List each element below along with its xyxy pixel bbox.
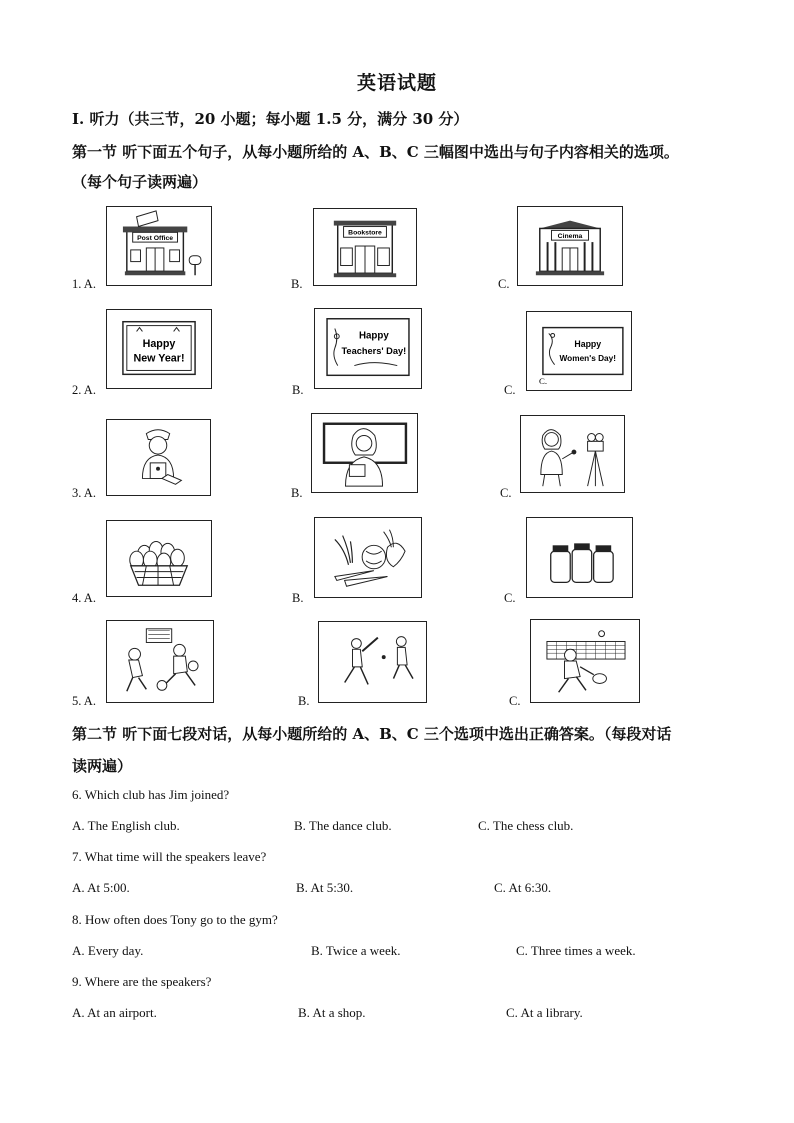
card-line2: Teachers' Day! (341, 345, 407, 356)
card-line1: Happy (358, 330, 389, 342)
q6-option-a[interactable]: A. The English club. (72, 818, 180, 833)
q8-option-b[interactable]: B. Twice a week. (311, 943, 401, 958)
q9-option-c[interactable]: C. At a library. (506, 1005, 583, 1020)
picture-5a-football[interactable] (106, 620, 214, 703)
card-line1: Happy (574, 339, 602, 350)
part2-instruction-cont: 读两遍） (72, 757, 133, 775)
row4-label-a: 4. A. (72, 591, 96, 605)
part1-instruction-cont: （每个句子读两遍） (72, 173, 208, 191)
q6-option-c[interactable]: C. The chess club. (478, 818, 574, 833)
row4-label-c: C. (504, 591, 516, 605)
q9-option-a[interactable]: A. At an airport. (72, 1005, 157, 1020)
row5-label-a: 5. A. (72, 694, 96, 708)
q6-option-b[interactable]: B. The dance club. (294, 818, 392, 833)
sign-post-office: Post Office (137, 235, 174, 243)
q7-option-a[interactable]: A. At 5:00. (72, 880, 130, 895)
part2-instruction: 第二节 听下面七段对话，从每小题所给的 A、B、C 三个选项中选出正确答案。（每段对话 (72, 725, 672, 743)
q8-option-c[interactable]: C. Three times a week. (516, 943, 636, 958)
row1-label-c: C. (498, 277, 510, 291)
picture-1b-bookstore[interactable] (313, 208, 417, 286)
question-9: 9. Where are the speakers? (72, 974, 212, 989)
row2-label-a: 2. A. (72, 383, 96, 397)
picture-3a-nurse[interactable] (106, 419, 211, 496)
picture-3b-teacher[interactable] (311, 413, 418, 493)
card-line2: Women's Day! (559, 353, 617, 363)
q7-option-b[interactable]: B. At 5:30. (296, 880, 354, 895)
section-heading: Ⅰ. 听力（共三节，20 小题；每小题 1.5 分，满分 30 分） (72, 110, 469, 128)
inner-c-label: C. (539, 376, 548, 387)
sign-cinema: Cinema (557, 233, 583, 241)
q7-option-c[interactable]: C. At 6:30. (494, 880, 552, 895)
row3-label-c: C. (500, 486, 512, 500)
picture-4b-vegetables[interactable] (314, 517, 422, 598)
picture-3c-reporter[interactable] (520, 415, 625, 493)
picture-2a-new-year[interactable] (106, 309, 212, 389)
picture-5c-tennis[interactable] (530, 619, 640, 703)
question-8: 8. How often does Tony go to the gym? (72, 912, 278, 927)
picture-5b-baseball[interactable] (318, 621, 427, 703)
picture-1c-cinema[interactable] (517, 206, 623, 286)
row1-label-a: 1. A. (72, 277, 96, 291)
row5-label-b: B. (298, 694, 310, 708)
row2-label-b: B. (292, 383, 304, 397)
question-7: 7. What time will the speakers leave? (72, 849, 267, 864)
card-line2: New Year! (133, 352, 185, 365)
picture-4a-eggs[interactable] (106, 520, 212, 597)
row2-label-c: C. (504, 383, 516, 397)
picture-1a-post-office[interactable] (106, 206, 212, 286)
card-line1: Happy (142, 338, 176, 351)
row1-label-b: B. (291, 277, 303, 291)
row5-label-c: C. (509, 694, 521, 708)
q9-option-b[interactable]: B. At a shop. (298, 1005, 366, 1020)
picture-2b-teachers-day[interactable] (314, 308, 422, 389)
page-title: 英语试题 (356, 72, 437, 94)
row3-label-b: B. (291, 486, 303, 500)
row3-label-a: 3. A. (72, 486, 96, 500)
picture-4c-jars[interactable] (526, 517, 633, 598)
row4-label-b: B. (292, 591, 304, 605)
part1-instruction: 第一节 听下面五个句子，从每小题所给的 A、B、C 三幅图中选出与句子内容相关的选项。 (72, 143, 679, 161)
q8-option-a[interactable]: A. Every day. (72, 943, 144, 958)
question-6: 6. Which club has Jim joined? (72, 787, 230, 802)
sign-bookstore: Bookstore (348, 229, 382, 237)
picture-2c-womens-day[interactable] (526, 311, 632, 391)
